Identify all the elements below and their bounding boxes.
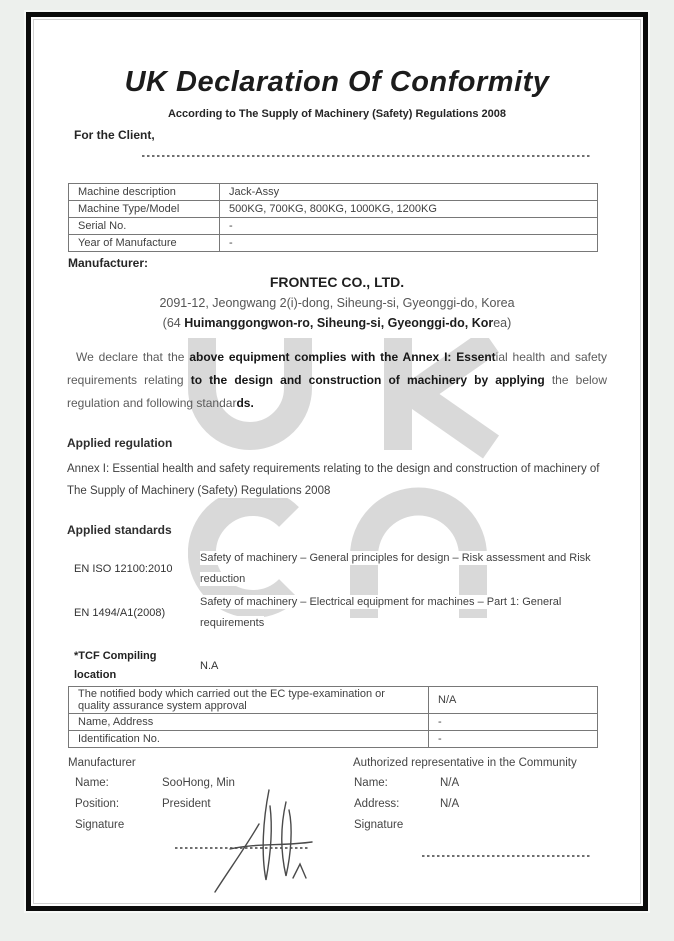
declaration-segment: ds. [236, 396, 254, 410]
declaration-segment: ial health and safety requirements relating [67, 350, 607, 387]
table-row [69, 184, 598, 201]
manufacturer-signatory-heading: Manufacturer [68, 757, 136, 769]
standard-code: EN 1494/A1(2008) [74, 607, 166, 619]
address-value: N/A [440, 798, 460, 810]
tcf-label [67, 647, 200, 685]
signature-label: Signature [354, 819, 404, 831]
standard-row [67, 548, 607, 590]
row-label: Machine Type/Model [69, 201, 220, 218]
signatory-row [352, 818, 607, 832]
table-row [69, 687, 598, 714]
signature-area [352, 838, 607, 854]
manufacturer-label: Manufacturer: [68, 256, 149, 270]
row-value: - [429, 731, 598, 748]
standard-description: Safety of machinery – General principles for design – Risk assessment and Risk reduction [200, 552, 591, 585]
document-content [34, 66, 640, 854]
standard-row [67, 592, 607, 634]
client-label: For the Client, [74, 128, 155, 142]
row-label: Machine description [69, 184, 220, 201]
document-page-inner [33, 19, 641, 904]
declaration-segment: above equipment complies with the Annex I: Essent [189, 350, 496, 364]
manufacturer-address-line1: 2091-12, Jeongwang 2(i)-dong, Siheung-si, Gyeonggi-do, Korea [159, 296, 515, 310]
row-label: Serial No. [69, 218, 220, 235]
tcf-compiling-row [67, 647, 607, 685]
page-title: UK Declaration Of Conformity [124, 66, 550, 98]
applied-regulation-heading: Applied regulation [67, 436, 173, 450]
row-label: Name, Address [69, 714, 429, 731]
signature-area [67, 838, 352, 854]
machine-info-table [68, 183, 598, 252]
signature-scribble [212, 786, 332, 896]
signature-label: Signature [75, 819, 125, 831]
row-value: - [429, 714, 598, 731]
tcf-label-line2: location [74, 669, 117, 681]
position-label: Position: [75, 798, 120, 810]
notified-body-table [68, 686, 598, 748]
name-label: Name: [75, 777, 109, 789]
client-divider-line [142, 155, 592, 157]
row-value: 500KG, 700KG, 800KG, 1000KG, 1200KG [220, 201, 598, 218]
row-label: Identification No. [69, 731, 429, 748]
table-row [69, 731, 598, 748]
table-row [69, 714, 598, 731]
table-row [69, 218, 598, 235]
representative-heading: Authorized representative in the Community [353, 757, 577, 769]
manufacturer-signatory-block [67, 757, 352, 854]
signatory-row [352, 776, 607, 790]
tcf-label-line1: *TCF Compiling [74, 650, 157, 662]
table-row [69, 235, 598, 252]
table-row [69, 201, 598, 218]
name-label: Name: [354, 777, 388, 789]
manufacturer-address-line2 [67, 316, 607, 330]
page-subtitle: According to The Supply of Machinery (Safety) Regulations 2008 [167, 108, 506, 120]
row-label: The notified body which carried out the EC type-examination or quality assurance system approval [69, 687, 429, 714]
name-value: N/A [440, 777, 460, 789]
declaration-paragraph [67, 346, 607, 415]
manufacturer-name: FRONTEC CO., LTD. [269, 274, 405, 290]
signatory-row [352, 797, 607, 811]
address-segment: ea) [493, 316, 512, 330]
row-value: - [220, 218, 598, 235]
row-label: Year of Manufacture [69, 235, 220, 252]
document-page [26, 12, 648, 911]
position-value: President [162, 798, 211, 810]
row-value: N/A [429, 687, 598, 714]
declaration-segment: to the design and construction of machinery by applying [190, 373, 552, 387]
representative-signatory-block [352, 757, 607, 854]
applied-standards-heading: Applied standards [67, 523, 172, 537]
applied-regulation-text: Annex I: Essential health and safety requirements relating to the design and construction of machinery of The Supply of Machinery (Safety) Regulations 2008 [67, 463, 600, 497]
standard-description: Safety of machinery – Electrical equipment for machines – Part 1: General requirements [200, 596, 562, 629]
signatory-section [67, 757, 607, 854]
name-value: SooHong, Min [162, 777, 235, 789]
signature-line [422, 855, 592, 857]
address-label: Address: [354, 798, 400, 810]
declaration-segment: We declare that the [76, 350, 190, 364]
tcf-value: N.A [200, 660, 219, 672]
address-segment: (64 [162, 316, 185, 330]
declaration-segment: the below regulation and following standar [67, 373, 608, 410]
address-segment-bold: Huimanggongwon-ro, Siheung-si, Gyeonggi-do, Kor [184, 316, 494, 330]
standard-code: EN ISO 12100:2010 [74, 563, 173, 575]
row-value: Jack-Assy [220, 184, 598, 201]
row-value: - [220, 235, 598, 252]
